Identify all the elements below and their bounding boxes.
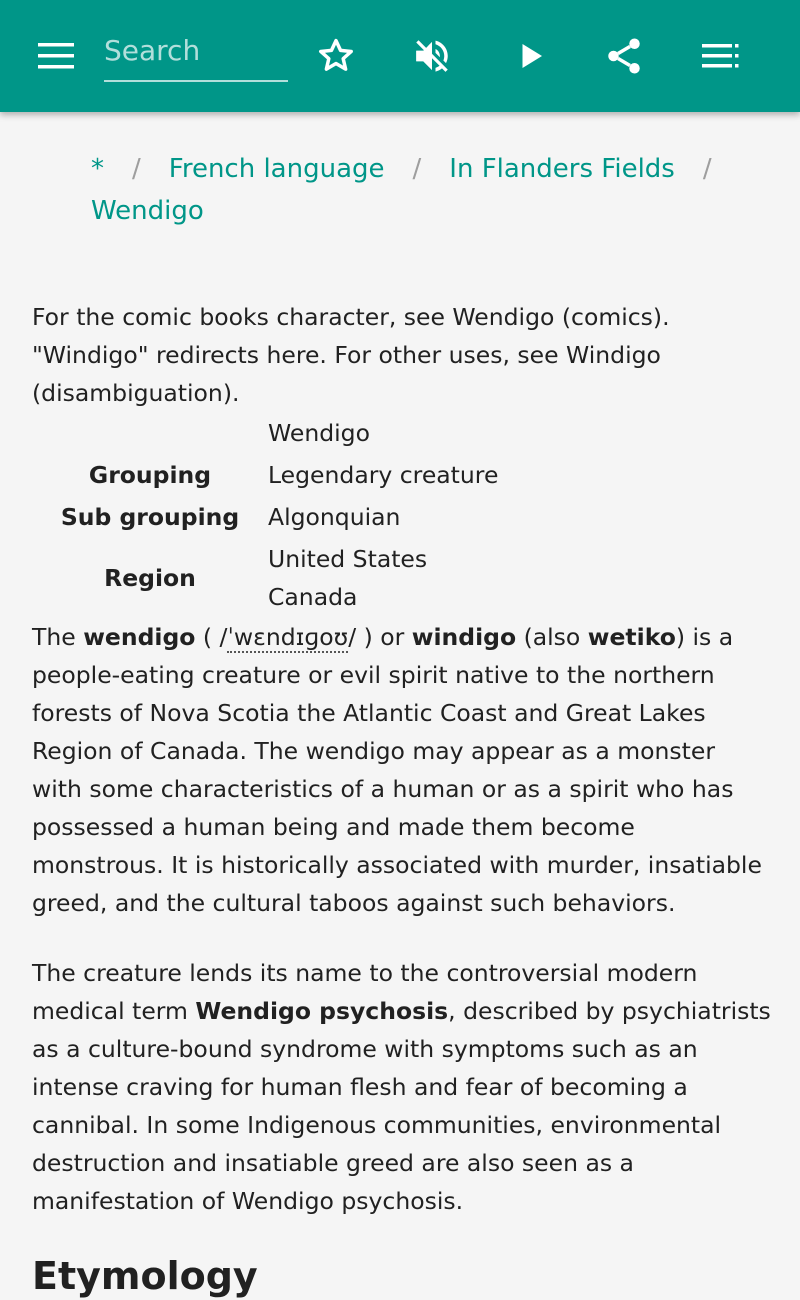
text-run: The bbox=[32, 623, 84, 651]
breadcrumb-item-wendigo[interactable]: Wendigo bbox=[91, 196, 204, 226]
text-run: / ) or bbox=[348, 623, 412, 651]
hatnote-comics: For the comic books character, see Wendigo (comics). bbox=[32, 303, 670, 331]
text-run: ( / bbox=[195, 623, 228, 651]
share-button[interactable] bbox=[596, 28, 652, 84]
breadcrumb-separator: / bbox=[702, 154, 712, 184]
infobox-value: Algonquian bbox=[268, 503, 401, 531]
text-run: The creature lends its name to the controversial modern medical term bbox=[32, 959, 698, 1025]
toc-button[interactable] bbox=[692, 28, 748, 84]
bold-term: windigo bbox=[411, 623, 517, 651]
infobox-row bbox=[32, 454, 498, 496]
infobox-label: Grouping bbox=[88, 461, 212, 489]
search-field[interactable] bbox=[104, 26, 288, 82]
star-outline-icon bbox=[315, 35, 357, 77]
bold-term: Wendigo psychosis bbox=[195, 997, 449, 1025]
breadcrumb-item-home[interactable]: * bbox=[91, 154, 104, 184]
article-body bbox=[32, 298, 772, 1220]
infobox-label: Sub grouping bbox=[60, 503, 240, 531]
breadcrumb-separator: / bbox=[132, 154, 141, 184]
breadcrumb-item-french-language[interactable]: French language bbox=[168, 154, 385, 184]
text-run: ) is a people-eating creature or evil spirit native to the northern forests of Nova Scotia the Atlantic Coast and Great Lakes Region of Canada. The wendigo may appear as a monster with some characteristics of a human or as a spirit who has possessed a human being and made them become monstrous. It is historically associated with murder, insatiable greed, and the cultural taboos against such behaviors. bbox=[32, 623, 762, 917]
infobox-value-line: United States bbox=[268, 545, 428, 573]
section-heading-etymology: Etymology bbox=[32, 1254, 258, 1298]
infobox-row bbox=[32, 538, 498, 618]
infobox-caption-row bbox=[32, 412, 498, 454]
infobox-row bbox=[32, 496, 498, 538]
bold-term: wendigo bbox=[83, 623, 196, 651]
toc-list-icon bbox=[700, 42, 740, 70]
infobox-value: Legendary creature bbox=[268, 461, 499, 489]
menu-icon bbox=[36, 41, 76, 71]
paragraph-intro bbox=[32, 618, 772, 922]
text-run: (also bbox=[516, 623, 588, 651]
breadcrumb bbox=[91, 148, 741, 232]
breadcrumb-separator: / bbox=[412, 154, 422, 184]
infobox-caption: Wendigo bbox=[268, 419, 370, 447]
share-icon bbox=[603, 35, 645, 77]
breadcrumb-item-in-flanders-fields[interactable]: In Flanders Fields bbox=[449, 154, 675, 184]
mute-button[interactable] bbox=[404, 28, 460, 84]
infobox-value bbox=[268, 538, 498, 618]
infobox-label: Region bbox=[104, 564, 196, 592]
volume-off-icon bbox=[411, 35, 453, 77]
menu-button[interactable] bbox=[28, 28, 84, 84]
app-bar bbox=[0, 0, 800, 112]
text-run: , described by psychiatrists as a culture-bound syndrome with symptoms such as an intense craving for human flesh and fear of becoming a cannibal. In some Indigenous communities, environmental destruction and insatiable greed are also seen as a manifestation of Wendigo psychosis. bbox=[32, 997, 771, 1215]
bold-term: wetiko bbox=[587, 623, 676, 651]
search-input[interactable] bbox=[104, 26, 288, 70]
ipa-pronunciation[interactable]: ˈwɛndɪɡoʊ bbox=[227, 623, 349, 651]
favorite-button[interactable] bbox=[308, 28, 364, 84]
play-icon bbox=[512, 38, 548, 74]
paragraph-psychosis bbox=[32, 954, 772, 1220]
infobox bbox=[32, 412, 498, 618]
play-button[interactable] bbox=[502, 28, 558, 84]
hatnote-windigo: "Windigo" redirects here. For other uses, see Windigo (disambiguation). bbox=[32, 341, 661, 407]
infobox-value-line: Canada bbox=[268, 583, 358, 611]
